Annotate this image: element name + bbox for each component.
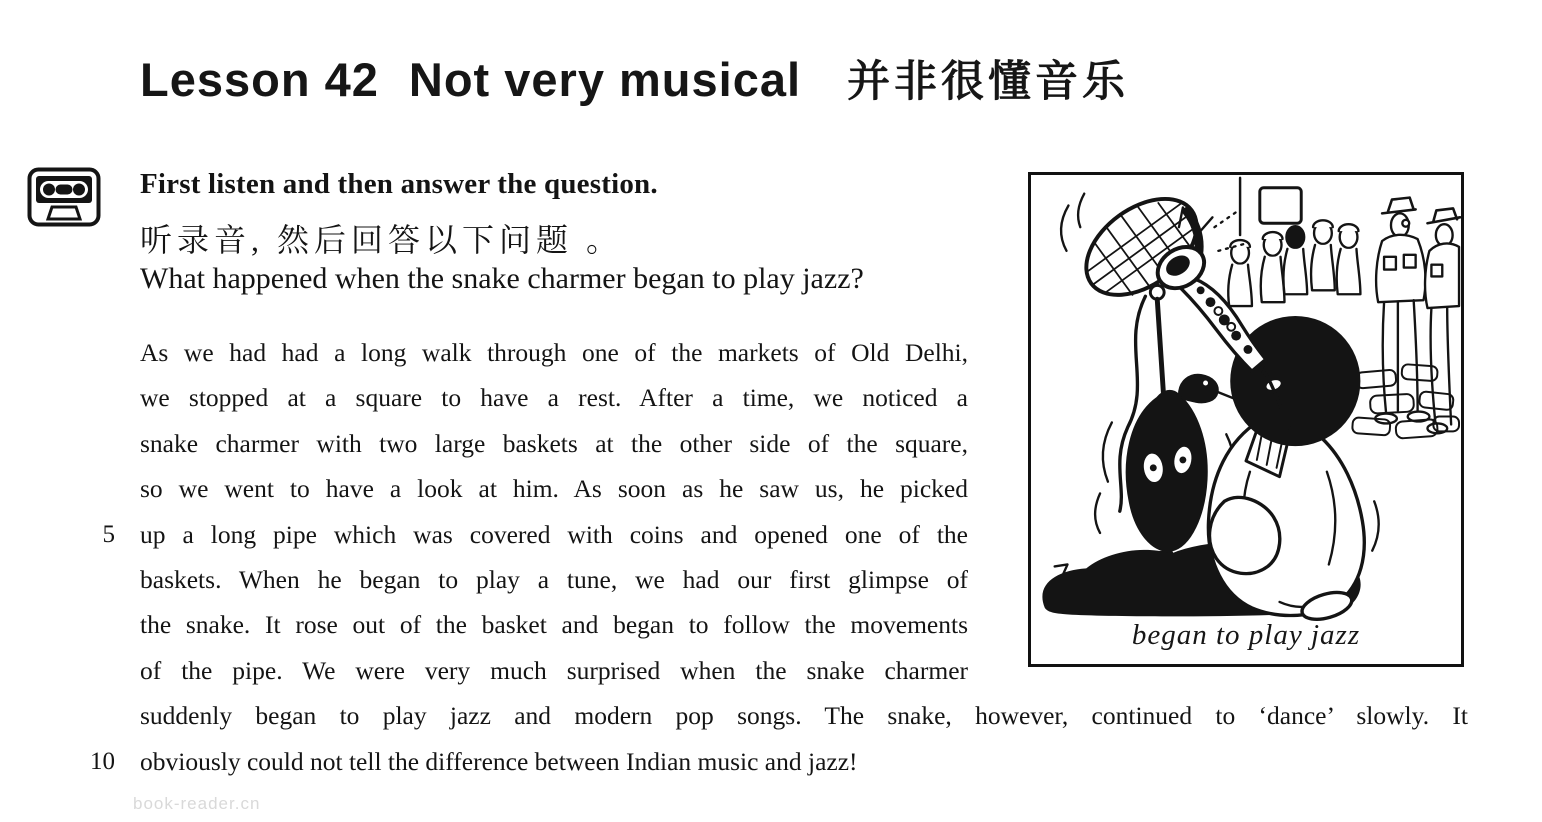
passage-line: the snake. It rose out of the basket and began to follow the movements <box>140 610 968 640</box>
watermark: book-reader.cn <box>133 794 261 813</box>
snake-charmer-illustration <box>1028 172 1464 667</box>
listen-instruction-chinese: 听录音, 然后回答以下问题 。 <box>140 222 624 258</box>
passage-line: As we had had a long walk through one of the markets of Old Delhi, <box>140 338 968 367</box>
passage-line: suddenly began to play jazz and modern pop songs. The snake, however, continued to ‘dance’ slowly. It <box>140 701 1468 731</box>
passage-line: snake charmer with two large baskets at the other side of the square, <box>140 428 968 458</box>
lesson-title-english: Not very musical <box>408 53 802 106</box>
window <box>1260 188 1301 224</box>
snake-charmer <box>1208 316 1378 624</box>
line-number-10: 10 <box>90 747 115 775</box>
snake-charmer-cartoon <box>1031 175 1461 664</box>
passage-line: we stopped at a square to have a rest. After a time, we noticed a <box>140 383 968 413</box>
cassette-tape-icon <box>27 167 101 227</box>
lesson-title-chinese: 并非很懂音乐 <box>847 58 1130 106</box>
passage-line: so we went to have a look at him. As soon as he saw us, he picked <box>140 474 968 504</box>
passage-line: baskets. When he began to play a tune, we had our first glimpse of <box>140 564 968 594</box>
page-title <box>140 48 1129 109</box>
passage-line: of the pipe. We were very much surprised when the snake charmer <box>140 655 968 685</box>
lesson-number: Lesson 42 <box>140 53 379 106</box>
line-number-5: 5 <box>102 520 115 548</box>
comprehension-question: What happened when the snake charmer began to play jazz? <box>140 262 864 295</box>
figure-caption: began to play jazz <box>1131 619 1361 651</box>
passage-line: obviously could not tell the difference between Indian music and jazz! <box>140 746 858 776</box>
listen-instruction-english: First listen and then answer the question. <box>140 168 658 200</box>
passage-line: up a long pipe which was covered with coins and opened one of the <box>140 519 968 549</box>
